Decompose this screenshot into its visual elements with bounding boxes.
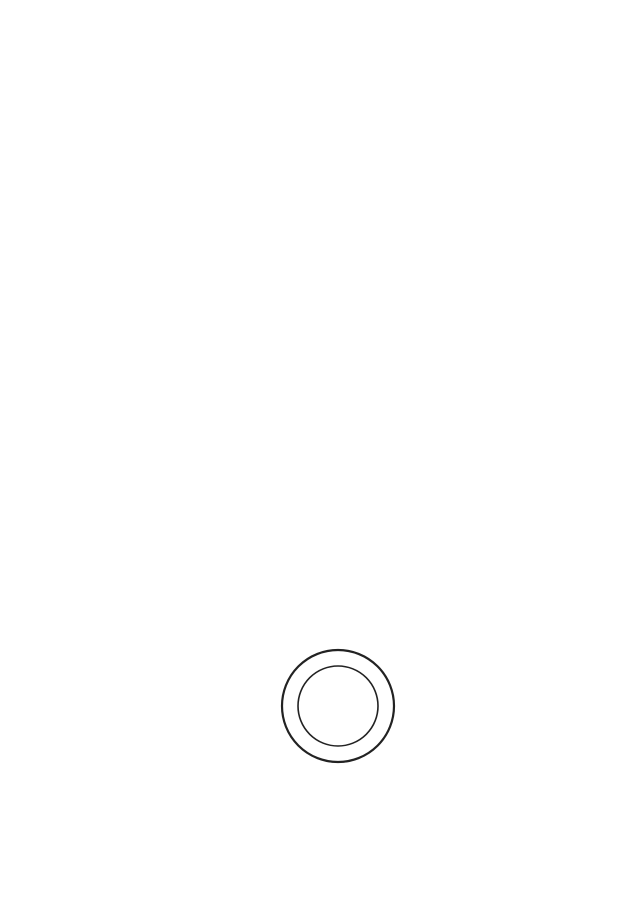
- stamp-inner-ring: [298, 666, 378, 746]
- stamp-graphic: [278, 646, 394, 762]
- protocol-department-stamp: [278, 646, 398, 766]
